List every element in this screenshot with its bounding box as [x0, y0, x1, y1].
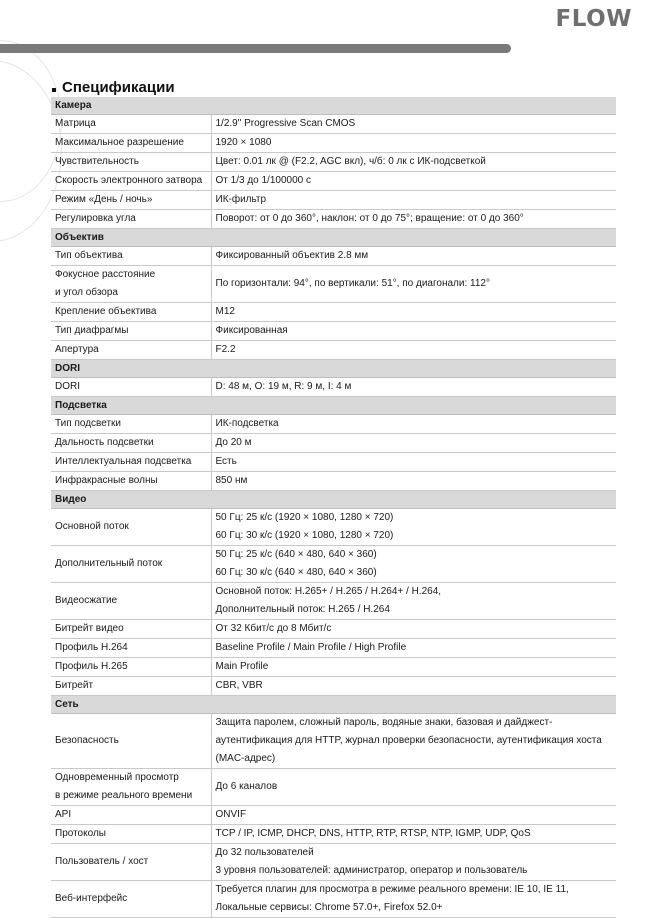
spec-value-line: Baseline Profile / Main Profile / High Profile [215, 642, 407, 653]
spec-label [51, 677, 211, 696]
spec-value [211, 378, 616, 397]
spec-label-line: Интеллектуальная подсветка [55, 456, 192, 467]
spec-label-line: DORI [55, 381, 80, 392]
table-row [51, 191, 616, 210]
section-header [51, 696, 616, 714]
spec-value [211, 806, 616, 825]
spec-label [51, 714, 211, 769]
spec-value-line: Цвет: 0.01 лк @ (F2.2, AGC вкл), ч/б: 0 лк с ИК-подсветкой [215, 156, 486, 167]
table-row [51, 546, 616, 583]
spec-value-line: До 32 пользователей [215, 847, 314, 858]
spec-value-line: Фиксированный объектив 2.8 мм [215, 250, 369, 261]
spec-label [51, 153, 211, 172]
spec-label [51, 341, 211, 360]
spec-value [211, 881, 616, 918]
spec-label [51, 434, 211, 453]
section-header [51, 229, 616, 247]
table-row [51, 153, 616, 172]
spec-value-line: M12 [215, 306, 235, 317]
section-title: Камера [51, 97, 616, 115]
spec-value [211, 415, 616, 434]
section-header [51, 397, 616, 415]
spec-value-line: От 32 Кбит/с до 8 Мбит/с [215, 623, 332, 634]
spec-label [51, 303, 211, 322]
table-row [51, 769, 616, 806]
table-row [51, 378, 616, 397]
spec-value [211, 620, 616, 639]
spec-value-line: Поворот: от 0 до 360°, наклон: от 0 до 75°; вращение: от 0 до 360° [215, 213, 524, 224]
spec-value-line: 850 нм [215, 475, 248, 486]
page-title: Спецификации [62, 79, 175, 96]
spec-value [211, 134, 616, 153]
table-row [51, 620, 616, 639]
spec-label [51, 415, 211, 434]
spec-label [51, 115, 211, 134]
spec-value-line: ONVIF [215, 809, 247, 820]
spec-label [51, 769, 211, 806]
spec-label-line: Режим «День / ночь» [55, 194, 153, 205]
section-header [51, 491, 616, 509]
spec-label-line: Битрейт [55, 680, 94, 691]
spec-label-line: Тип диафрагмы [55, 325, 129, 336]
table-row [51, 825, 616, 844]
spec-value [211, 844, 616, 881]
section-title: Видео [51, 491, 616, 509]
spec-value-line: Main Profile [215, 661, 269, 672]
table-row [51, 341, 616, 360]
spec-label-line: Скорость электронного затвора [55, 175, 203, 186]
spec-value [211, 546, 616, 583]
spec-label [51, 546, 211, 583]
spec-label-line: Видеосжатие [55, 595, 118, 606]
table-row [51, 210, 616, 229]
spec-label-line: API [55, 809, 72, 820]
table-row [51, 472, 616, 491]
spec-value-line: F2.2 [215, 344, 236, 355]
spec-label [51, 453, 211, 472]
spec-label-line: Одновременный просмотр [55, 772, 179, 783]
section-title: Объектив [51, 229, 616, 247]
spec-value-line: Есть [215, 456, 237, 467]
spec-value [211, 769, 616, 806]
spec-value [211, 322, 616, 341]
section-header [51, 360, 616, 378]
brand-logo: FLOW [555, 6, 632, 32]
spec-label-line: Профиль H.264 [55, 642, 128, 653]
spec-label [51, 134, 211, 153]
spec-value [211, 247, 616, 266]
spec-label [51, 881, 211, 918]
spec-value-line: Требуется плагин для просмотра в режиме реального времени: IE 10, IE 11, [215, 884, 569, 895]
spec-value [211, 714, 616, 769]
spec-label-line: Пользователь / хост [55, 856, 149, 867]
section-header [51, 97, 616, 115]
table-row [51, 247, 616, 266]
bullet-icon [52, 88, 56, 92]
table-row [51, 658, 616, 677]
spec-label [51, 472, 211, 491]
spec-value-line: Защита паролем, сложный пароль, водяные знаки, базовая и дайджест- [215, 717, 553, 728]
spec-label [51, 509, 211, 546]
table-row [51, 303, 616, 322]
spec-table [51, 97, 616, 918]
spec-label-line: Дальность подсветки [55, 437, 154, 448]
spec-value-line: От 1/3 до 1/100000 с [215, 175, 311, 186]
table-row [51, 583, 616, 620]
spec-value [211, 472, 616, 491]
spec-label-line: Максимальное разрешение [55, 137, 184, 148]
spec-value [211, 341, 616, 360]
table-row [51, 639, 616, 658]
spec-value [211, 191, 616, 210]
spec-value-line: Дополнительный поток: H.265 / H.264 [215, 604, 390, 615]
table-row [51, 677, 616, 696]
spec-value [211, 639, 616, 658]
spec-label-line: Матрица [55, 118, 96, 129]
spec-label-line: Тип подсветки [55, 418, 122, 429]
spec-label [51, 658, 211, 677]
section-title: Сеть [51, 696, 616, 714]
table-row [51, 714, 616, 769]
spec-value [211, 509, 616, 546]
spec-value-line: Основной поток: H.265+ / H.265 / H.264+ / H.264, [215, 586, 442, 597]
spec-label [51, 322, 211, 341]
spec-value-line: 50 Гц: 25 к/с (640 × 480, 640 × 360) [215, 549, 377, 560]
table-row [51, 172, 616, 191]
spec-label [51, 825, 211, 844]
spec-value [211, 172, 616, 191]
spec-value [211, 677, 616, 696]
table-row [51, 434, 616, 453]
spec-value-line: 1920 × 1080 [215, 137, 272, 148]
spec-label-line: и угол обзора [55, 287, 118, 298]
spec-label [51, 806, 211, 825]
table-row [51, 881, 616, 918]
table-row [51, 134, 616, 153]
table-row [51, 115, 616, 134]
spec-label-line: Апертура [55, 344, 99, 355]
spec-value-line: TCP / IP, ICMP, DHCP, DNS, HTTP, RTP, RTSP, NTP, IGMP, UDP, QoS [215, 828, 531, 839]
spec-value [211, 153, 616, 172]
spec-value-line: До 6 каналов [215, 781, 278, 792]
spec-value-line: D: 48 м, O: 19 м, R: 9 м, I: 4 м [215, 381, 352, 392]
spec-value-line: По горизонтали: 94°, по вертикали: 51°, по диагонали: 112° [215, 278, 490, 289]
spec-value-line: ИК-фильтр [215, 194, 267, 205]
spec-label-line: Тип объектива [55, 250, 123, 261]
table-row [51, 453, 616, 472]
spec-value [211, 825, 616, 844]
spec-value-line: 60 Гц: 30 к/с (640 × 480, 640 × 360) [215, 567, 377, 578]
spec-value-line: 1/2.9" Progressive Scan CMOS [215, 118, 356, 129]
spec-value-line: аутентификация для HTTP, журнал проверки безопасности, аутентификация хоста [215, 735, 602, 746]
spec-value [211, 453, 616, 472]
spec-value-line: (MAC-адрес) [215, 753, 276, 764]
spec-label [51, 172, 211, 191]
section-title: Подсветка [51, 397, 616, 415]
spec-label-line: Основной поток [55, 521, 129, 532]
spec-value [211, 583, 616, 620]
table-row [51, 509, 616, 546]
spec-label [51, 191, 211, 210]
spec-label-line: Протоколы [55, 828, 106, 839]
spec-value [211, 658, 616, 677]
spec-value [211, 434, 616, 453]
table-row [51, 266, 616, 303]
spec-label [51, 247, 211, 266]
spec-label [51, 266, 211, 303]
spec-label-line: Дополнительный поток [55, 558, 163, 569]
spec-value-line: CBR, VBR [215, 680, 263, 691]
spec-label-line: Безопасность [55, 735, 119, 746]
spec-label-line: Профиль H.265 [55, 661, 128, 672]
spec-label-line: Битрейт видео [55, 623, 124, 634]
spec-label-line: Фокусное расстояние [55, 269, 156, 280]
spec-label-line: Веб-интерфейс [55, 893, 128, 904]
spec-value [211, 303, 616, 322]
spec-label-line: Регулировка угла [55, 213, 136, 224]
spec-label-line: Крепление объектива [55, 306, 157, 317]
spec-value-line: До 20 м [215, 437, 252, 448]
spec-label [51, 210, 211, 229]
spec-label-line: Чувствительность [55, 156, 139, 167]
table-row [51, 844, 616, 881]
spec-label [51, 844, 211, 881]
spec-label [51, 583, 211, 620]
spec-value-line: Локальные сервисы: Chrome 57.0+, Firefox 52.0+ [215, 902, 443, 913]
spec-value-line: 50 Гц: 25 к/с (1920 × 1080, 1280 × 720) [215, 512, 394, 523]
spec-value-line: Фиксированная [215, 325, 288, 336]
spec-label [51, 620, 211, 639]
spec-value [211, 210, 616, 229]
spec-value-line: 60 Гц: 30 к/с (1920 × 1080, 1280 × 720) [215, 530, 394, 541]
section-title: DORI [51, 360, 616, 378]
spec-label [51, 639, 211, 658]
spec-label [51, 378, 211, 397]
spec-value [211, 266, 616, 303]
table-row [51, 806, 616, 825]
spec-value-line: ИК-подсветка [215, 418, 279, 429]
section-heading [52, 79, 175, 96]
header-bar [0, 44, 511, 53]
table-row [51, 322, 616, 341]
spec-value-line: 3 уровня пользователей: администратор, оператор и пользователь [215, 865, 528, 876]
spec-value [211, 115, 616, 134]
spec-label-line: в режиме реального времени [55, 790, 193, 801]
spec-label-line: Инфракрасные волны [55, 475, 158, 486]
table-row [51, 415, 616, 434]
